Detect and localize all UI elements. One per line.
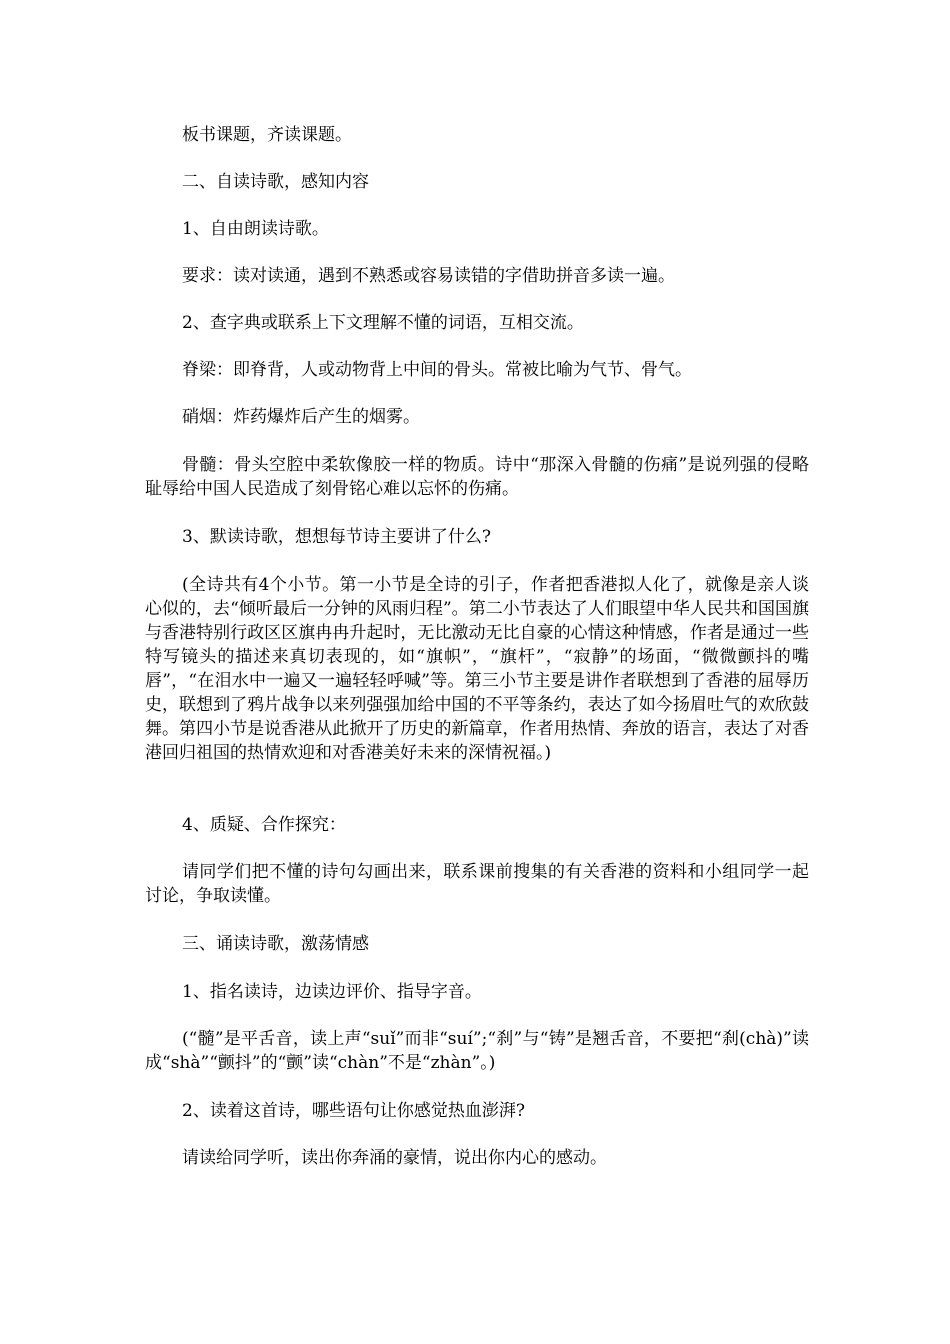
paragraph-3: 1、自由朗读诗歌。 [182,219,329,239]
section-heading-3: 三、诵读诗歌，激荡情感 [182,934,369,954]
definition-jiliang: 脊梁：即脊背，人或动物背上中间的骨头。常被比喻为气节、骨气。 [182,360,692,380]
paragraph-5: 2、查字典或联系上下文理解不懂的词语，互相交流。 [182,313,584,333]
paragraph-14: 1、指名读诗，边读边评价、指导字音。 [182,982,482,1002]
definition-gusui: 骨髓：骨头空腔中柔软像胶一样的物质。诗中“那深入骨髓的伤痛”是说列强的侵略耻辱给中国人民造成了刻骨铭心难以忘怀的伤痛。 [145,455,809,499]
paragraph-16: 2、读着这首诗，哪些语句让你感觉热血澎湃? [182,1101,525,1121]
paragraph-12: 请同学们把不懂的诗句勾画出来，联系课前搜集的有关香港的资料和小组同学一起讨论，争取读懂。 [145,862,809,906]
paragraph-11: 4、质疑、合作探究： [182,815,346,835]
definition-xiaoyan: 硝烟：炸药爆炸后产生的烟雾。 [182,407,420,427]
section-heading-2: 二、自读诗歌，感知内容 [182,172,369,192]
paragraph-9: 3、默读诗歌，想想每节诗主要讲了什么? [182,527,491,547]
paragraph-4: 要求：读对读通，遇到不熟悉或容易读错的字借助拼音多读一遍。 [182,266,675,286]
paragraph-17: 请读给同学听，读出你奔涌的豪情，说出你内心的感动。 [182,1148,607,1168]
poem-summary-paragraph: (全诗共有4个小节。第一小节是全诗的引子，作者把香港拟人化了，就像是亲人谈心似的，去“倾听最后一分钟的风雨归程”。第二小节表达了人们眼望中华人民共和国国旗与香港特别行政区区旗冉冉升起时，无比激动无比自豪的心情这种情感，作者是通过一些特写镜头的描述来真切表现的，如“旗帜”，“旗杆”，“寂静”的场面，“微微颤抖的嘴唇”，“在泪水中一遍又一遍轻轻呼喊”等。第三小节主要是讲作者联想到了香港的屈辱历史，联想到了鸦片战争以来列强强加给中国的不平等条约，表达了如今扬眉吐气的欢欣鼓舞。第四小节是说香港从此掀开了历史的新篇章，作者用热情、奔放的语言，表达了对香港回归祖国的热情欢迎和对香港美好未来的深情祝福。) [145,575,809,763]
paragraph-1: 板书课题，齐读课题。 [182,125,352,145]
pronunciation-note: (“髓”是平舌音，读上声“suǐ”而非“suí”;“刹”与“铸”是翘舌音，不要把“刹(chà)”读成“shà”“颤抖”的“颤”读“chàn”不是“zhàn”。) [145,1029,809,1073]
